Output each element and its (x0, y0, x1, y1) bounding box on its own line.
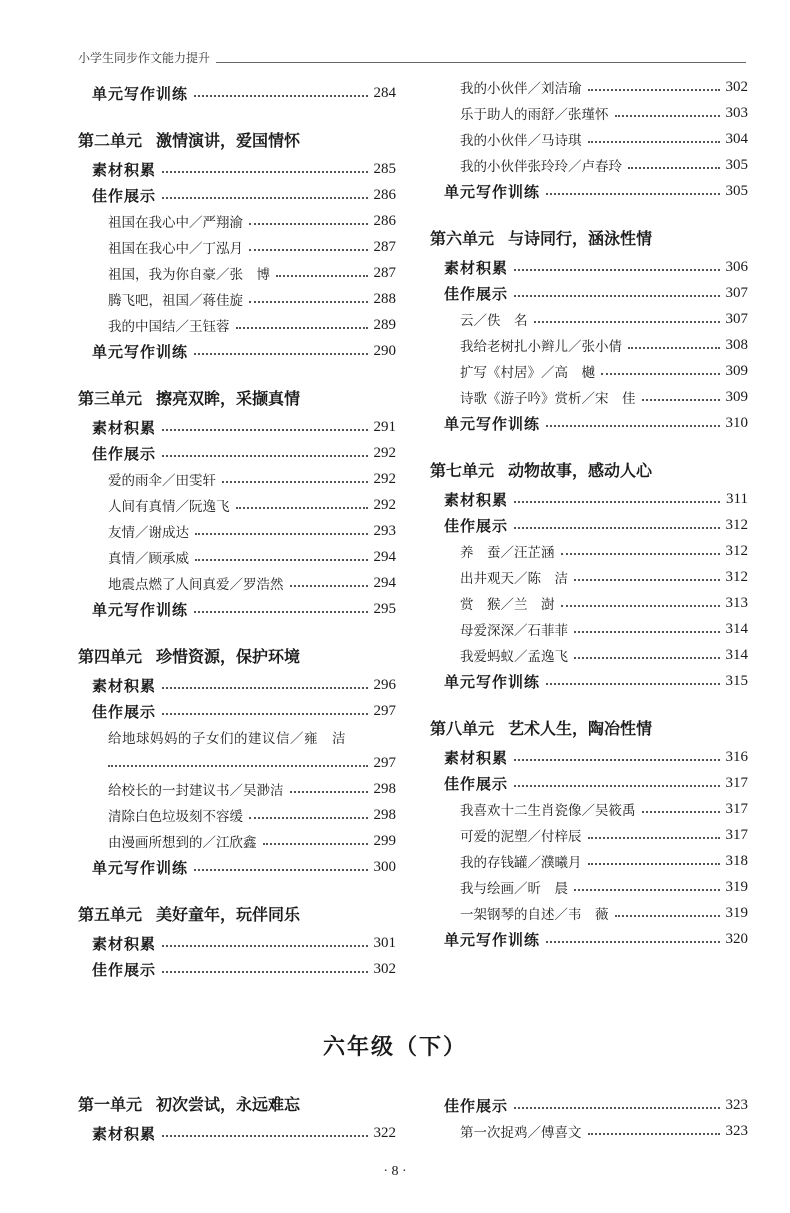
toc-entry-material[interactable]: 素材积累 291 (92, 418, 396, 437)
toc-essay-long-title[interactable]: 给地球妈妈的子女们的建议信／雍 洁 (108, 731, 346, 747)
toc-essay[interactable]: 友情／谢成达 293 (108, 522, 396, 541)
toc-entry-training[interactable]: 单元写作训练 310 (444, 414, 748, 433)
running-header (78, 48, 746, 66)
grade-title: 六年级（下） (322, 1034, 467, 1060)
toc-essay[interactable]: 真情／顾承威 294 (108, 548, 396, 567)
toc-essay[interactable]: 赏 猴／兰 澍 313 (460, 594, 748, 613)
toc-entry-showcase[interactable]: 佳作展示 302 (92, 960, 396, 979)
toc-entry-material[interactable]: 素材积累 311 (444, 490, 748, 509)
toc-essay[interactable]: 可爱的泥塑／付梓辰 317 (460, 826, 748, 845)
toc-entry-showcase[interactable]: 佳作展示 312 (444, 516, 748, 535)
toc-entry-material[interactable]: 素材积累 301 (92, 934, 396, 953)
toc-essay[interactable]: 人间有真情／阮逸飞 292 (108, 496, 396, 515)
toc-essay[interactable]: 我的小伙伴张玲玲／卢春玲 305 (460, 156, 748, 175)
toc-entry-showcase[interactable]: 佳作展示 292 (92, 444, 396, 463)
toc-entry-training[interactable]: 单元写作训练 300 (92, 858, 396, 877)
toc-essay[interactable]: 出井观天／陈 洁 312 (460, 568, 748, 587)
toc-essay[interactable]: 我与绘画／昕 晨 319 (460, 878, 748, 897)
toc-essay-long-page[interactable]: 297 (78, 750, 396, 776)
toc-entry-training[interactable]: 单元写作训练 320 (444, 930, 748, 949)
toc-entry-material[interactable]: 素材积累 296 (92, 676, 396, 695)
toc-bottom-left (78, 1088, 396, 1146)
toc-left-column (78, 80, 396, 982)
toc-essay[interactable]: 我的小伙伴／马诗琪 304 (460, 130, 748, 149)
toc-essay[interactable]: 一架钢琴的自述／韦 薇 319 (460, 904, 748, 923)
toc-essay[interactable]: 地震点燃了人间真爱／罗浩然 294 (108, 574, 396, 593)
header-rule (216, 62, 746, 63)
toc-essay[interactable]: 养 蚕／汪芷涵 312 (460, 542, 748, 561)
toc-essay[interactable]: 给校长的一封建议书／吴渺洁 298 (108, 780, 396, 799)
toc-entry-training[interactable]: 单元写作训练 315 (444, 672, 748, 691)
toc-essay[interactable]: 爱的雨伞／田雯轩 292 (108, 470, 396, 489)
toc-entry-showcase[interactable]: 佳作展示 286 (92, 186, 396, 205)
unit-heading: 第一单元 初次尝试，永远难忘 (78, 1094, 301, 1114)
unit-heading: 第六单元 与诗同行，涵泳性情 (430, 228, 653, 248)
toc-essay[interactable]: 祖国，我为你自豪／张 博 287 (108, 264, 396, 283)
toc-essay[interactable]: 我给老树扎小辫儿／张小倩 308 (460, 336, 748, 355)
toc-essay[interactable]: 我爱蚂蚁／孟逸飞 314 (460, 646, 748, 665)
toc-essay[interactable]: 由漫画所想到的／江欣鑫 299 (108, 832, 396, 851)
toc-essay[interactable]: 诗歌《游子吟》赏析／宋 佳 309 (460, 388, 748, 407)
toc-essay[interactable]: 母爱深深／石菲菲 314 (460, 620, 748, 639)
toc-entry-training[interactable]: 单元写作训练 305 (444, 182, 748, 201)
unit-heading: 第二单元 激情演讲，爱国情怀 (78, 130, 301, 150)
toc-entry-showcase[interactable]: 佳作展示 323 (444, 1096, 748, 1115)
unit-heading: 第三单元 擦亮双眸，采撷真情 (78, 388, 301, 408)
toc-essay[interactable]: 我喜欢十二生肖瓷像／吴筱禹 317 (460, 800, 748, 819)
toc-essay[interactable]: 祖国在我心中／严翔渝 286 (108, 212, 396, 231)
page-number: · 8 · (383, 1164, 407, 1179)
toc-essay[interactable]: 清除白色垃圾刻不容缓 298 (108, 806, 396, 825)
toc-entry-training[interactable]: 单元写作训练 284 (92, 84, 396, 103)
toc-essay[interactable]: 我的中国结／王钰蓉 289 (108, 316, 396, 335)
unit-heading: 第七单元 动物故事，感动人心 (430, 460, 653, 480)
toc-entry-training[interactable]: 单元写作训练 295 (92, 600, 396, 619)
toc-entry-showcase[interactable]: 佳作展示 317 (444, 774, 748, 793)
toc-entry-material[interactable]: 素材积累 316 (444, 748, 748, 767)
toc-essay[interactable]: 腾飞吧，祖国／蒋佳旋 288 (108, 290, 396, 309)
toc-right-column (430, 74, 748, 952)
toc-bottom-right (430, 1092, 748, 1144)
toc-entry-showcase[interactable]: 佳作展示 297 (92, 702, 396, 721)
toc-essay[interactable]: 我的小伙伴／刘洁瑜 302 (460, 78, 748, 97)
toc-entry-material[interactable]: 素材积累 322 (92, 1124, 396, 1143)
toc-essay[interactable]: 祖国在我心中／丁泓月 287 (108, 238, 396, 257)
toc-essay[interactable]: 云／佚 名 307 (460, 310, 748, 329)
unit-heading: 第八单元 艺术人生，陶冶性情 (430, 718, 653, 738)
unit-heading: 第四单元 珍惜资源，保护环境 (78, 646, 301, 666)
toc-entry-showcase[interactable]: 佳作展示 307 (444, 284, 748, 303)
book-title: 小学生同步作文能力提升 (78, 51, 211, 65)
toc-essay[interactable]: 乐于助人的雨舒／张瑾怀 303 (460, 104, 748, 123)
toc-essay[interactable]: 第一次捉鸡／傅喜文 323 (460, 1122, 748, 1141)
unit-heading: 第五单元 美好童年，玩伴同乐 (78, 904, 301, 924)
toc-essay[interactable]: 我的存钱罐／濮曦月 318 (460, 852, 748, 871)
toc-entry-material[interactable]: 素材积累 285 (92, 160, 396, 179)
toc-entry-training[interactable]: 单元写作训练 290 (92, 342, 396, 361)
toc-entry-material[interactable]: 素材积累 306 (444, 258, 748, 277)
toc-essay[interactable]: 扩写《村居》／高 樾 309 (460, 362, 748, 381)
